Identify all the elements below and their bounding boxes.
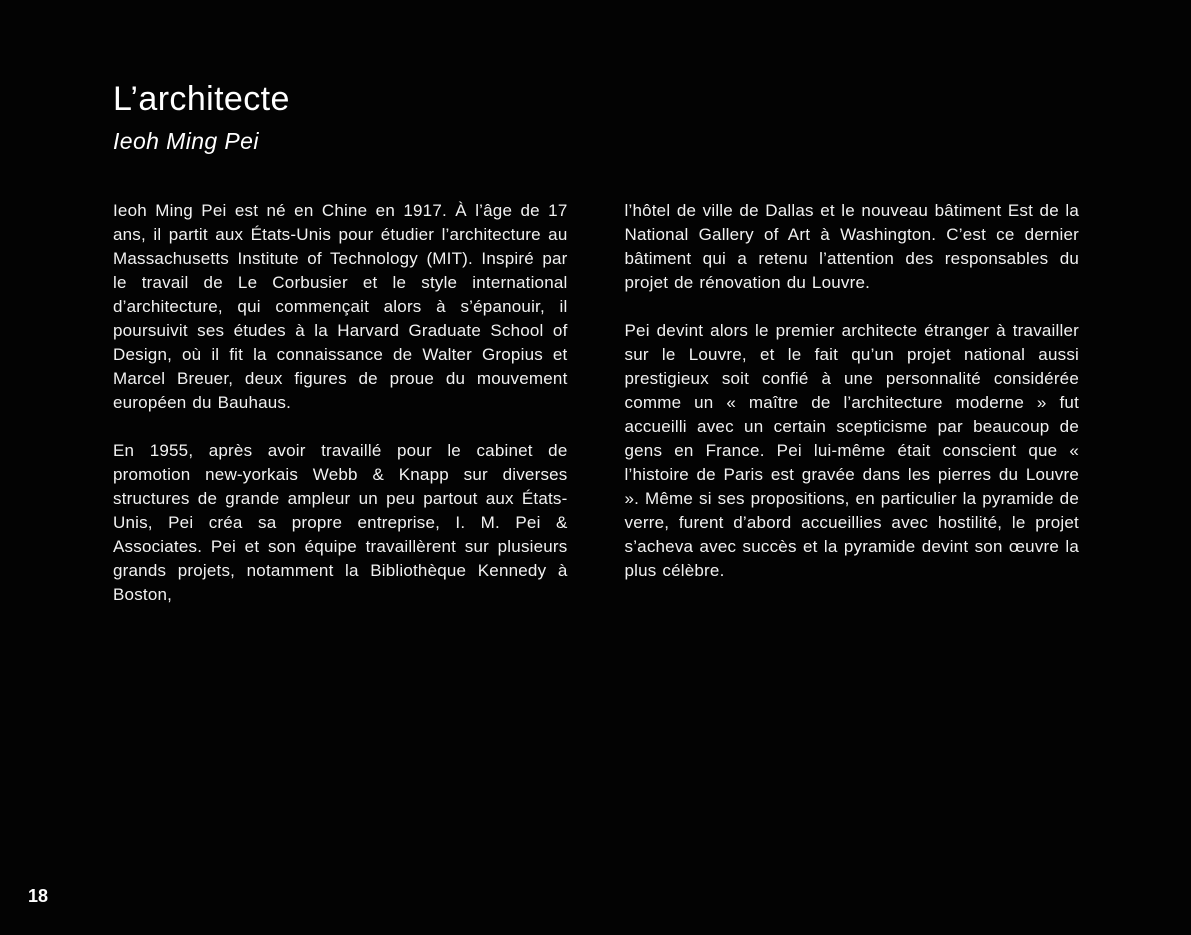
page-footer [28,886,48,907]
article-body [113,199,1079,607]
paragraph-career-start: En 1955, après avoir travaillé pour le cabinet de promotion new-yorkais Webb & Knapp sur diverses structures de grande ampleur un peu partout aux États-Unis, Pei créa sa propre entreprise, I. M. Pei & Associates. Pei et son équipe travaillèrent sur plusieurs grands projets, notamment la Bibliothèque Kennedy à Boston, [113,441,568,604]
page-subtitle: Ieoh Ming Pei [113,128,259,154]
paragraph-major-projects: l’hôtel de ville de Dallas et le nouveau bâtiment Est de la National Gallery of Art à Washington. C’est ce dernier bâtiment qui a retenu l’attention des responsables du projet de rénovation du Louvre. [624,201,1079,292]
page-number: 18 [28,886,49,906]
page-title: L’architecte [113,80,290,118]
column-right [625,199,1080,607]
column-left [113,199,568,607]
page-header [113,80,290,155]
paragraph-louvre-project: Pei devint alors le premier architecte étranger à travailler sur le Louvre, et le fait qu’un projet national aussi prestigieux soit confié à une personnalité considérée comme un « maître de l’architecture moderne » fut accueilli avec un certain scepticisme par beaucoup de gens en France. Pei lui-même était conscient que « l’histoire de Paris est gravée dans les pierres du Louvre ». Même si ses propositions, en particulier la pyramide de verre, furent d’abord accueillies avec hostilité, le projet s’acheva avec succès et la pyramide devint son œuvre la plus célèbre. [624,321,1079,580]
paragraph-biography-early-life: Ieoh Ming Pei est né en Chine en 1917. À l’âge de 17 ans, il partit aux États-Unis pour étudier l’architecture au Massachusetts Institute of Technology (MIT). Inspiré par le travail de Le Corbusier et le style international d’architecture, qui commençait alors à s’épanouir, il poursuivit ses études à la Harvard Graduate School of Design, où il fit la connaissance de Walter Gropius et Marcel Breuer, deux figures de proue du mouvement européen du Bauhaus. [113,201,568,412]
